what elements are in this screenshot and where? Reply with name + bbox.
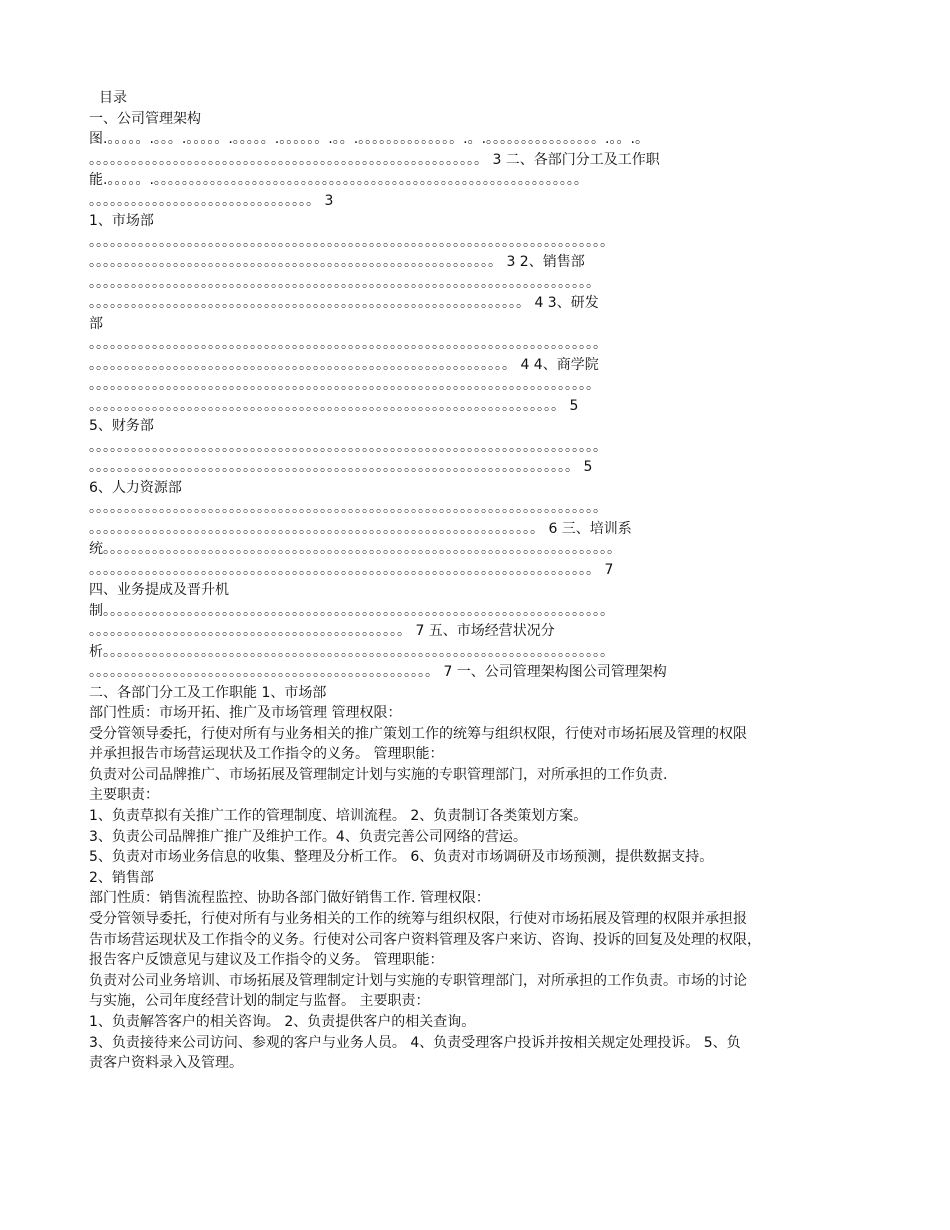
toc-line: 。。。。。。。。。。。。。。。。。。。。。。。。。。。。。。。。。。。。。。。。。。。。。。。。。。。。。。。。。。。。。。。。。。。。。。。。 7 xyxy=(89,561,614,578)
toc-line: 能.。。。。。.。。。。。。。。。。。。。。。。。。。。。。。。。。。。。。。。。。。。。。。。。。。。。。。。。。。。。。。。。。。。。 xyxy=(89,172,588,188)
toc-line: 制。。。。。。。。。。。。。。。。。。。。。。。。。。。。。。。。。。。。。。。。。。。。。。。。。。。。。。。。。。。。。。。。。。。。。。。。 xyxy=(89,602,614,619)
body-line: 3、负责接待来公司访问、参观的客户与业务人员。 4、负责受理客户投诉并按相关规定处理投诉。 5、负 xyxy=(89,1034,741,1051)
body-line: 责客户资料录入及管理。 xyxy=(89,1055,243,1072)
toc-line: 。。。。。。。。。。。。。。。。。。。。。。。。。。。。。。。。。。。。。。。。。。。。。。。。。。。。。。。。。。。。。。。。。。。。。。。。 xyxy=(89,377,600,393)
body-line: 二、各部门分工及工作职能 1、市场部 xyxy=(89,684,327,701)
toc-line: 。。。。。。。。。。。。。。。。。。。。。。。。。。。。。。。。。。。。。。。。。。。。。。。。。。。。。。。。。。。。。。。。。。。。。。。。。 xyxy=(89,500,607,516)
toc-line: 。。。。。。。。。。。。。。。。。。。。。。。。。。。。。。。。。。。。。。。。。。。。。。。。。 7 一、公司管理架构图公司管理架构 xyxy=(89,664,667,680)
toc-line: 。。。。。。。。。。。。。。。。。。。。。。。。。。。。。。。。。。。。。。。。。。。。。。。。。。。。。。。。 3 二、各部门分工及工作职 xyxy=(89,151,660,168)
body-line: 5、负责对市场业务信息的收集、整理及分析工作。 6、负责对市场调研及市场预测，提供数据支持。 xyxy=(89,849,714,866)
body-line: 1、负责解答客户的相关咨询。 2、负责提供客户的相关查询。 xyxy=(89,1014,476,1030)
toc-line: 1、市场部 xyxy=(89,213,154,229)
toc-line: 析。。。。。。。。。。。。。。。。。。。。。。。。。。。。。。。。。。。。。。。。。。。。。。。。。。。。。。。。。。。。。。。。。。。。。。。。 xyxy=(89,643,614,660)
toc-line: 。。。。。。。。。。。。。。。。。。。。。。。。。。。。。。。。。。。。。。。。。。。。。。。。。。。。。。。。。。。。。。 4 3、研发 xyxy=(89,295,599,311)
toc-line: 6、人力资源部 xyxy=(89,479,182,496)
toc-heading: 目录 xyxy=(99,90,127,106)
body-line: 部门性质：市场开拓、推广及市场管理 管理权限： xyxy=(89,705,402,722)
body-line: 并承担报告市场营运现状及工作指令的义务。 管理职能： xyxy=(89,746,444,763)
toc-line: 。。。。。。。。。。。。。。。。。。。。。。。。。。。。。。。。。。。。。。。。。。。。。。。。。。。。。。。。。。。。 4 4、商学院 xyxy=(89,356,599,373)
toc-line: 四、业务提成及晋升机 xyxy=(89,582,229,598)
toc-line: 。。。。。。。。。。。。。。。。。。。。。。。。。。。。。。。。。。。。。。。。。。。。。。。。。。。。。。。。。。。。。。。。。。。。。。。。。 xyxy=(89,438,607,455)
body-line: 受分管领导委托，行使对所有与业务相关的推广策划工作的统筹与组织权限，行使对市场拓展及管理的权限 xyxy=(89,725,747,742)
body-line: 与实施，公司年度经营计划的制定与监督。 主要职责： xyxy=(89,993,430,1010)
body-line: 1、负责草拟有关推广工作的管理制度、培训流程。 2、负责制订各类策划方案。 xyxy=(89,808,588,825)
toc-line: 。。。。。。。。。。。。。。。。。。。。。。。。。。。。。。。。。。。。。。。。。。。。。。。。。。。。。。。。。。。。。。。。。。。。。。。。 xyxy=(89,274,600,291)
toc-line: 。。。。。。。。。。。。。。。。。。。。。。。。。。。。。。。。。。。。。。。。。。。。。。。。。。。。。。。。。。。。。。。。。。。 5 xyxy=(89,397,579,414)
document-page xyxy=(89,88,861,1074)
body-line: 报告客户反馈意见与建议及工作指令的义务。 管理职能： xyxy=(89,952,444,969)
table-of-contents xyxy=(89,88,861,683)
toc-line: 。。。。。。。。。。。。。。。。。。。。。。。。。。。。。。。。。。。。。。。。。。。。。。。。。。。。。。。。。。 3 2、销售部 xyxy=(89,254,585,270)
toc-line: 5、财务部 xyxy=(89,418,154,434)
body-line: 负责对公司业务培训、市场拓展及管理制定计划与实施的专职管理部门，对所承担的工作负责。市场的讨论 xyxy=(89,972,747,989)
toc-line: 。。。。。。。。。。。。。。。。。。。。。。。。。。。。。。。。 3 xyxy=(89,192,334,209)
body-line: 受分管领导委托，行使对所有与业务相关的工作的统筹与组织权限，行使对市场拓展及管理的权限并承担报 xyxy=(89,911,747,928)
toc-line: 。。。。。。。。。。。。。。。。。。。。。。。。。。。。。。。。。。。。。。。。。。。。。。。。。。。。。。。。。。。。。。。。。。。。。。。。。 xyxy=(89,336,607,352)
toc-line: 图.。。。。。.。。。.。。。。。.。。。。。.。。。。。。.。。.。。。。。。。。。。。。。。.。.。。。。。。。。。。。。。。。。.。。.。 xyxy=(89,131,649,147)
body-line: 3、负责公司品牌推广推广及维护工作。4、负责完善公司网络的营运。 xyxy=(89,828,527,845)
toc-line: 部 xyxy=(89,315,103,332)
document-body xyxy=(89,683,861,1074)
toc-line: 。。。。。。。。。。。。。。。。。。。。。。。。。。。。。。。。。。。。。。。。。。。。。。。。。。。。。。。。。。。。。。。。。。。。。。。。。。 xyxy=(89,233,614,250)
toc-line: 统。。。。。。。。。。。。。。。。。。。。。。。。。。。。。。。。。。。。。。。。。。。。。。。。。。。。。。。。。。。。。。。。。。。。。。。。。 xyxy=(89,541,621,557)
toc-line: 。。。。。。。。。。。。。。。。。。。。。。。。。。。。。。。。。。。。。。。。。。。。。 7 五、市场经营状况分 xyxy=(89,623,555,639)
body-line: 主要职责： xyxy=(89,787,159,804)
toc-line: 一、公司管理架构 xyxy=(89,110,201,127)
body-line: 2、销售部 xyxy=(89,869,154,886)
body-line: 告市场营运现状及工作指令的义务。行使对公司客户资料管理及客户来访、咨询、投诉的回复及处理的权限， xyxy=(89,931,761,948)
body-line: 负责对公司品牌推广、市场拓展及管理制定计划与实施的专职管理部门，对所承担的工作负责. xyxy=(89,766,668,783)
body-line: 部门性质：销售流程监控、协助各部门做好销售工作. 管理权限： xyxy=(89,890,490,907)
toc-line: 。。。。。。。。。。。。。。。。。。。。。。。。。。。。。。。。。。。。。。。。。。。。。。。。。。。。。。。。。。。。。。。。。。。。。 5 xyxy=(89,459,593,475)
toc-line: 。。。。。。。。。。。。。。。。。。。。。。。。。。。。。。。。。。。。。。。。。。。。。。。。。。。。。。。。。。。。。。。。 6 三、培训系 xyxy=(89,520,632,537)
